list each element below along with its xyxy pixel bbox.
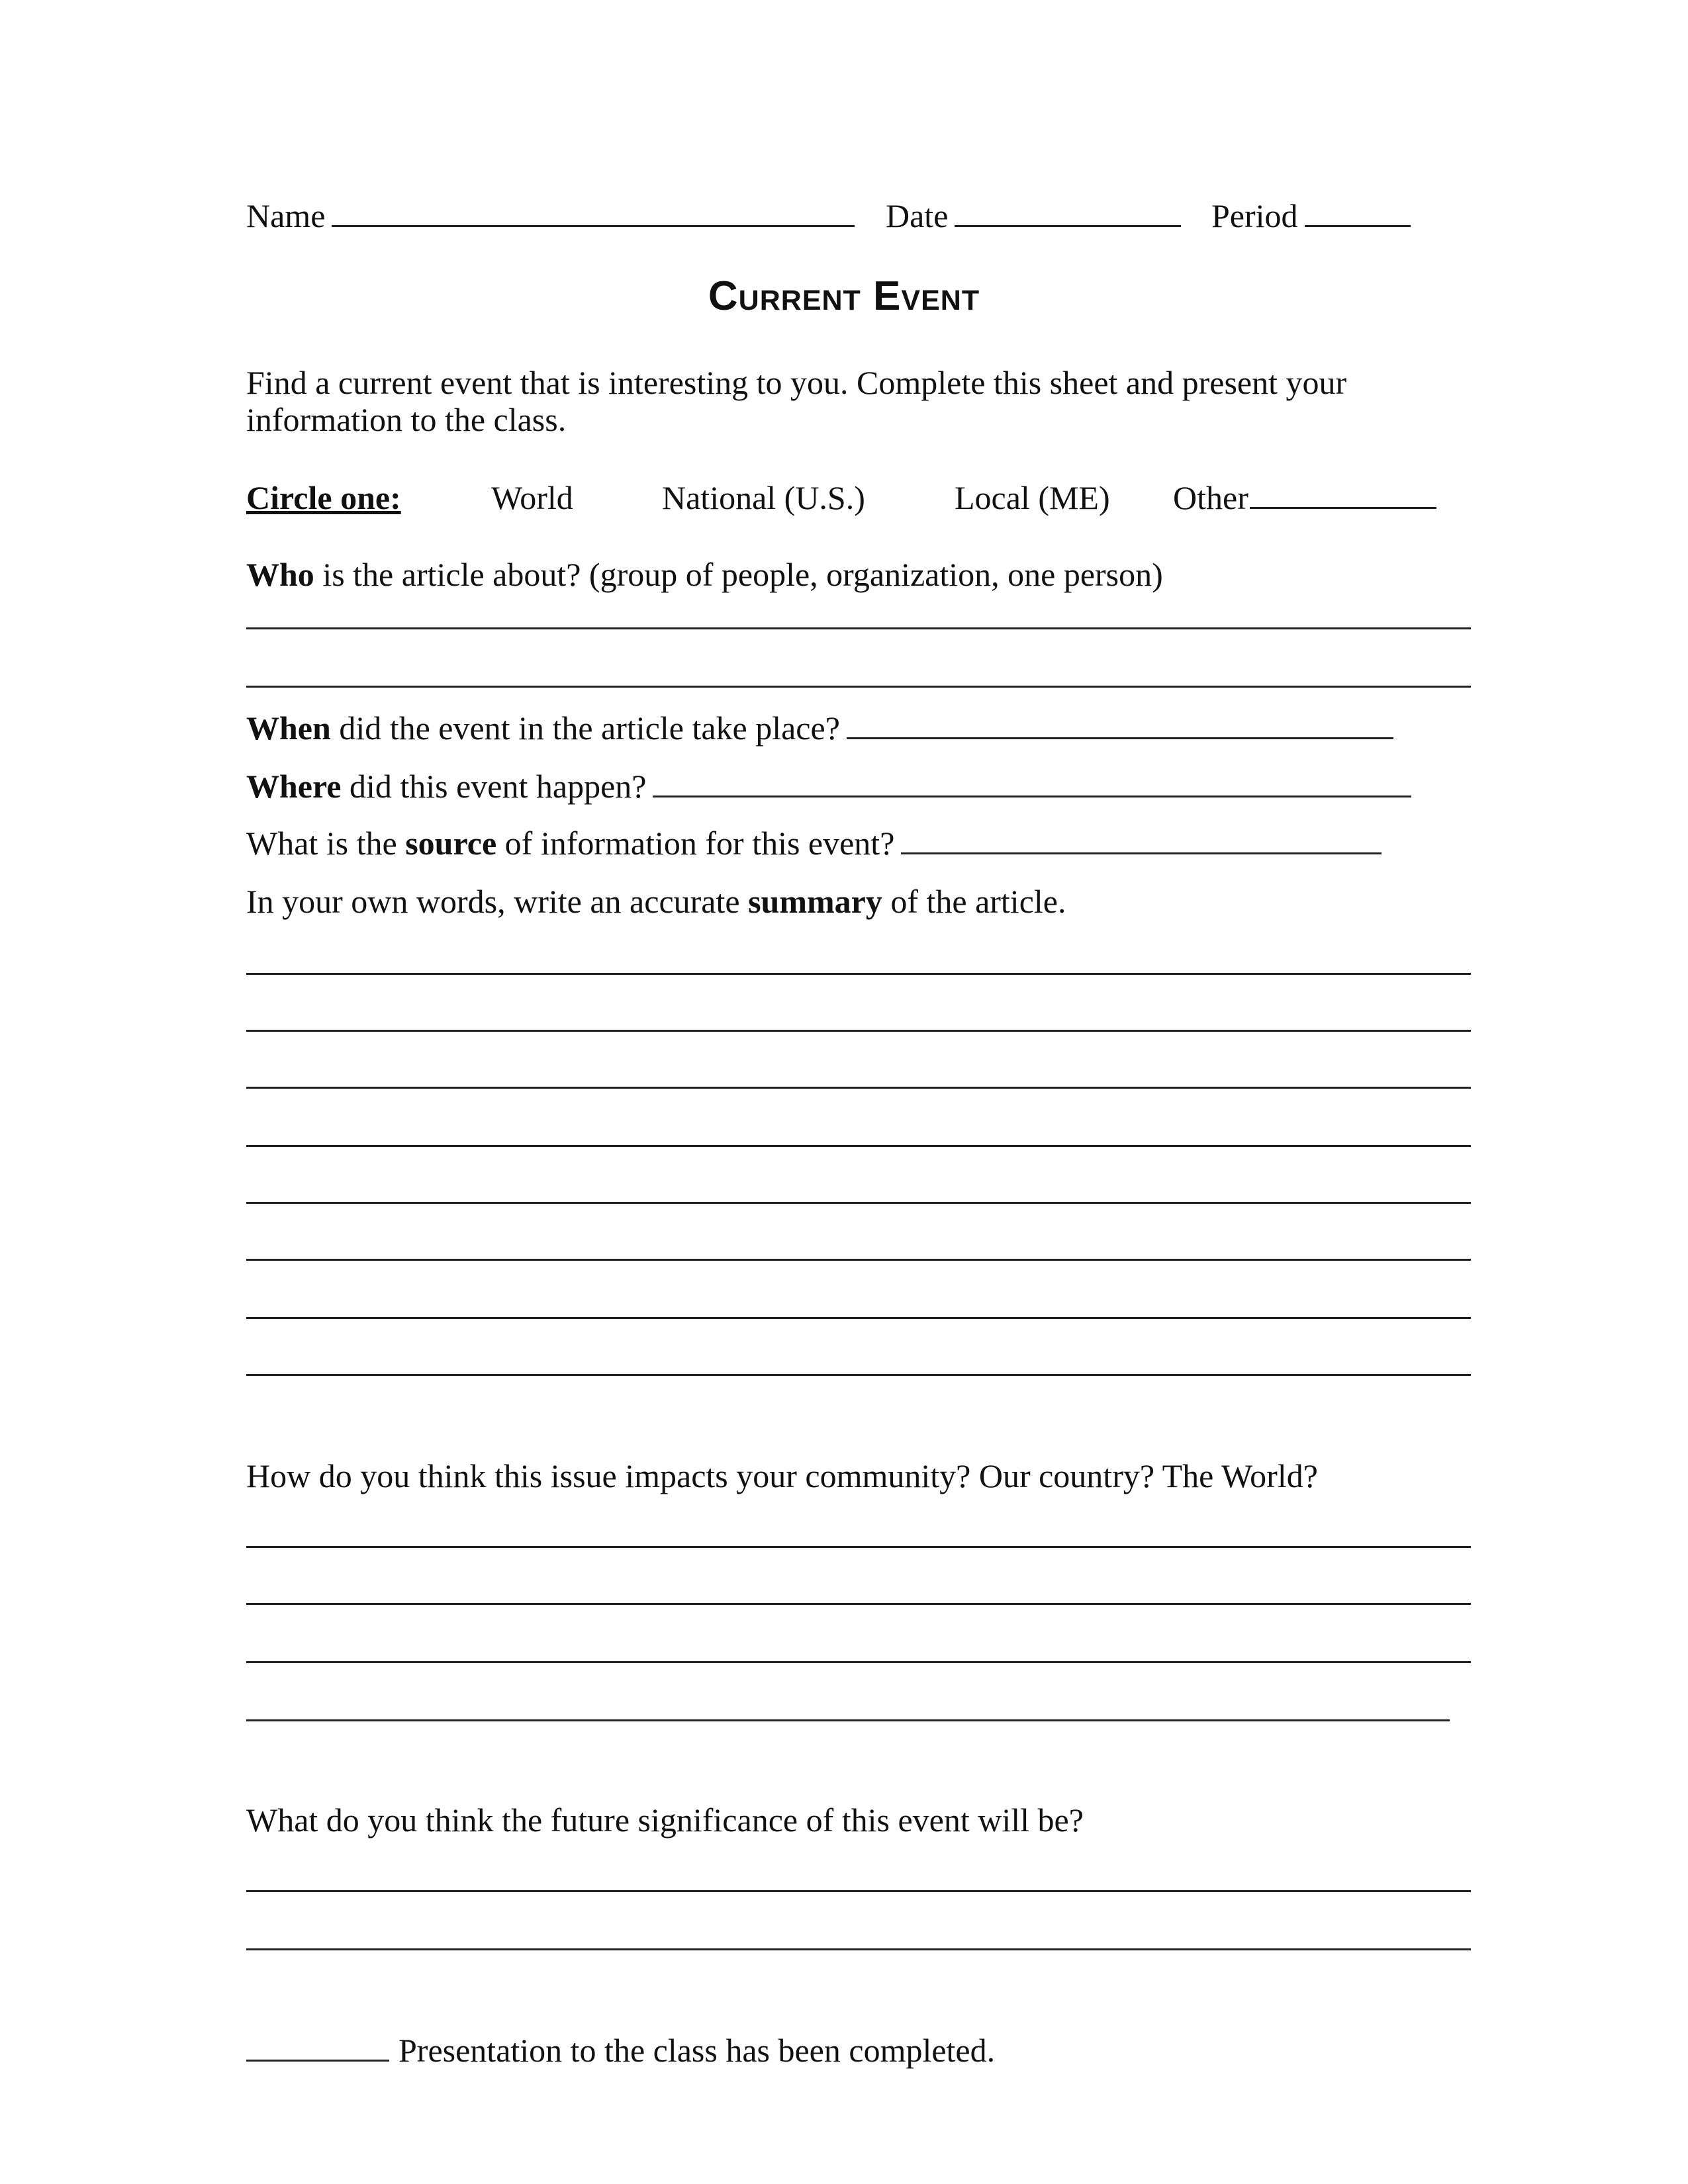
summary-answer-line-2[interactable]: [246, 1030, 1471, 1032]
impact-answer-line-4[interactable]: [246, 1719, 1450, 1721]
who-answer-line-2[interactable]: [246, 686, 1471, 688]
source-field[interactable]: [901, 823, 1382, 854]
date-field[interactable]: [955, 196, 1181, 227]
summary-answer-line-7[interactable]: [246, 1317, 1471, 1319]
future-question: What do you think the future significance of this event will be?: [246, 1801, 1084, 1839]
summary-answer-line-4[interactable]: [246, 1145, 1471, 1147]
date-row: [886, 196, 1181, 236]
period-field[interactable]: [1305, 196, 1411, 227]
summary-answer-line-5[interactable]: [246, 1202, 1471, 1204]
presentation-check-field[interactable]: [246, 2030, 389, 2062]
future-answer-line-1[interactable]: [246, 1890, 1471, 1892]
where-rest: did this event happen?: [341, 768, 647, 805]
who-answer-line-1[interactable]: [246, 627, 1471, 629]
source-question: [246, 823, 1382, 863]
name-field[interactable]: [332, 196, 855, 227]
name-row: [246, 196, 855, 236]
who-bold: Who: [246, 556, 314, 593]
who-rest: is the article about? (group of people, organization, one person): [314, 556, 1163, 593]
summary-answer-line-6[interactable]: [246, 1259, 1471, 1261]
summary-answer-line-8[interactable]: [246, 1374, 1471, 1376]
instructions-line-2: information to the class.: [246, 401, 567, 438]
option-local[interactable]: Local (ME): [955, 479, 1110, 516]
where-bold: Where: [246, 768, 342, 805]
summary-answer-line-3[interactable]: [246, 1087, 1471, 1089]
where-field[interactable]: [653, 766, 1411, 797]
when-rest: did the event in the article take place?: [330, 709, 840, 747]
option-world[interactable]: World: [491, 479, 573, 516]
presentation-row: [246, 2030, 995, 2070]
period-row: [1211, 196, 1411, 236]
when-field[interactable]: [847, 708, 1393, 739]
impact-answer-line-2[interactable]: [246, 1603, 1471, 1605]
summary-question: [246, 882, 1066, 921]
circle-one-text: Circle one:: [246, 479, 401, 516]
when-question: [246, 708, 1393, 748]
option-national[interactable]: National (U.S.): [662, 479, 865, 516]
option-other[interactable]: [1173, 478, 1436, 518]
other-field[interactable]: [1250, 478, 1436, 509]
source-bold: source: [405, 825, 497, 862]
summary-answer-line-1[interactable]: [246, 973, 1471, 975]
date-label: Date: [886, 197, 949, 234]
future-answer-line-2[interactable]: [246, 1948, 1471, 1950]
instructions-line-1: Find a current event that is interesting to you. Complete this sheet and present your: [246, 364, 1347, 401]
presentation-text: Presentation to the class has been completed.: [399, 2032, 996, 2069]
page-title: Current Event: [708, 273, 980, 319]
who-question: [246, 555, 1163, 594]
impact-question: How do you think this issue impacts your community? Our country? The World?: [246, 1457, 1318, 1494]
when-bold: When: [246, 709, 331, 747]
impact-answer-line-1[interactable]: [246, 1546, 1471, 1548]
source-pre: What is the: [246, 825, 406, 862]
summary-bold: summary: [748, 883, 882, 920]
summary-pre: In your own words, write an accurate: [246, 883, 749, 920]
impact-answer-line-3[interactable]: [246, 1661, 1471, 1663]
option-other-label[interactable]: Other: [1173, 479, 1248, 516]
period-label: Period: [1211, 197, 1298, 234]
summary-post: of the article.: [882, 883, 1066, 920]
name-label: Name: [246, 197, 326, 234]
circle-one-label: [246, 478, 401, 518]
where-question: [246, 766, 1411, 806]
source-post: of information for this event?: [496, 825, 895, 862]
